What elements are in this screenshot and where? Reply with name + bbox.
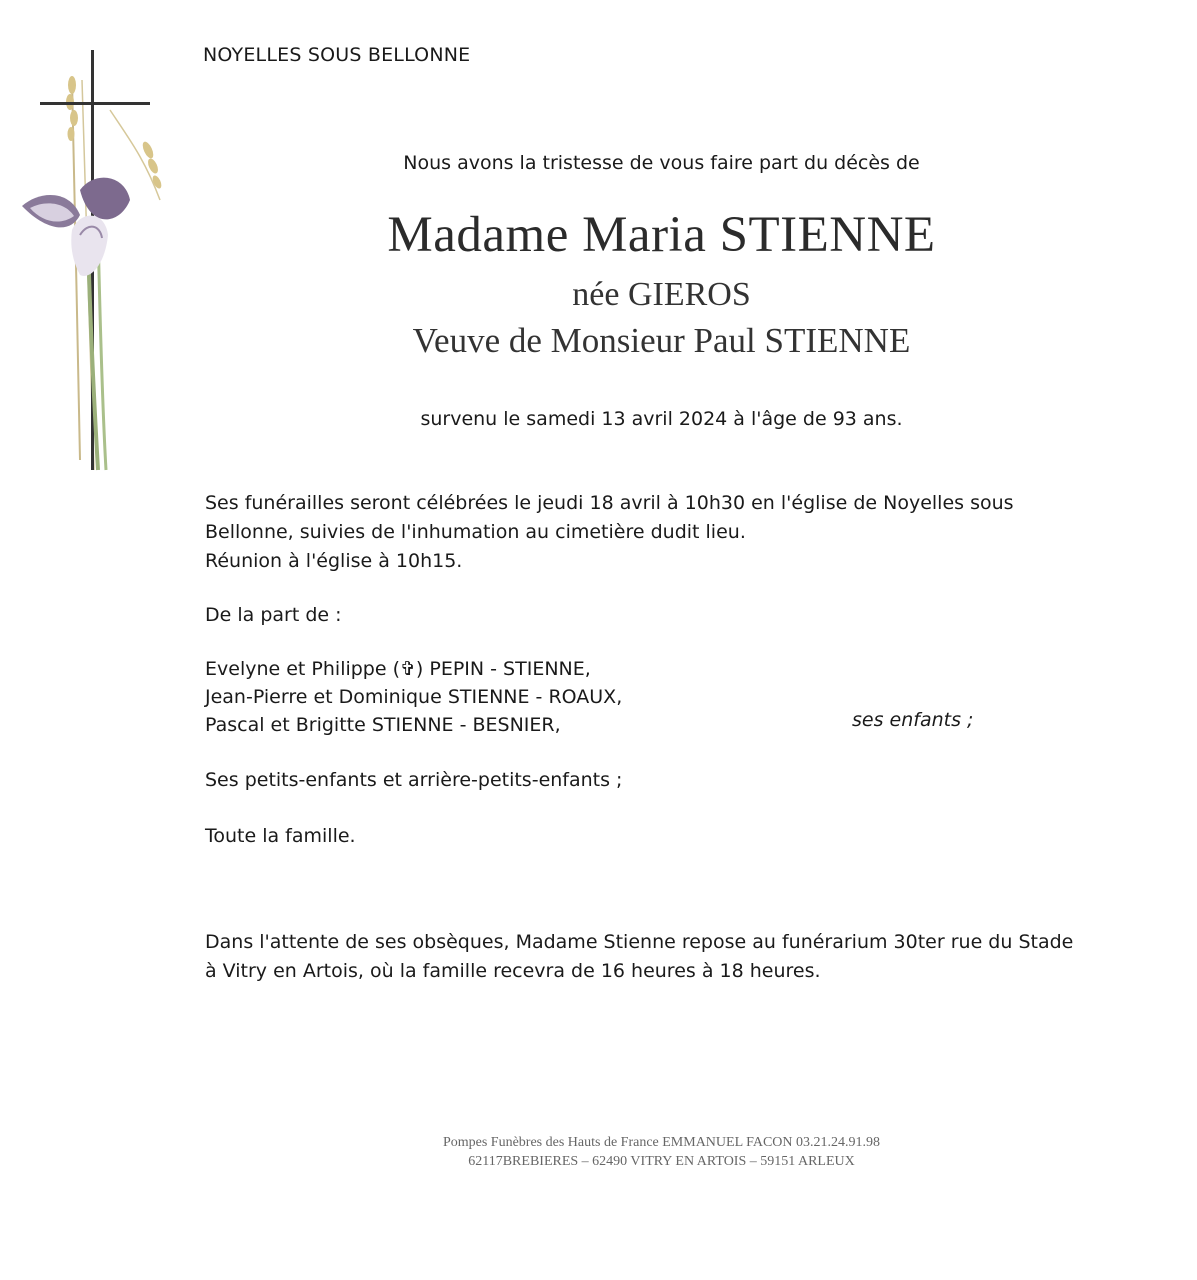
widow-of: Veuve de Monsieur Paul STIENNE <box>412 321 911 360</box>
town-header: NOYELLES SOUS BELLONNE <box>203 44 471 66</box>
children-role: ses enfants ; <box>852 709 974 731</box>
children-list <box>205 655 622 739</box>
from-label: De la part de : <box>205 604 342 626</box>
child-entry: Jean-Pierre et Dominique STIENNE - ROAUX, <box>205 686 623 708</box>
grandchildren-line: Ses petits-enfants et arrière-petits-enfants ; <box>205 769 623 791</box>
whole-family-line: Toute la famille. <box>205 825 356 847</box>
funeral-home-footer <box>0 1133 1197 1171</box>
rest-info <box>205 928 1135 986</box>
footer-line-1: Pompes Funèbres des Hauts de France EMMANUEL FACON 03.21.24.91.98 <box>442 1135 881 1150</box>
rest-line: Dans l'attente de ses obsèques, Madame Stienne repose au funérarium 30ter rue du Stade <box>205 931 1074 953</box>
funeral-line: Bellonne, suivies de l'inhumation au cimetière dudit lieu. <box>205 521 746 543</box>
footer-line-2: 62117BREBIERES – 62490 VITRY EN ARTOIS – 59151 ARLEUX <box>468 1154 855 1169</box>
maiden-name: née GIEROS <box>572 276 751 313</box>
child-entry: Pascal et Brigitte STIENNE - BESNIER, <box>205 714 561 736</box>
deceased-name: Madame Maria STIENNE <box>387 207 936 263</box>
funeral-line: Réunion à l'église à 10h15. <box>205 550 463 572</box>
intro-text: Nous avons la tristesse de vous faire part du décès de <box>403 152 920 174</box>
rest-line: à Vitry en Artois, où la famille recevra de 16 heures à 18 heures. <box>205 960 821 982</box>
funeral-line: Ses funérailles seront célébrées le jeudi 18 avril à 10h30 en l'église de Noyelles sous <box>205 492 1014 514</box>
child-entry: Evelyne et Philippe (✞) PEPIN - STIENNE, <box>205 658 591 680</box>
funeral-info <box>205 489 1105 576</box>
death-info: survenu le samedi 13 avril 2024 à l'âge de 93 ans. <box>420 408 903 430</box>
